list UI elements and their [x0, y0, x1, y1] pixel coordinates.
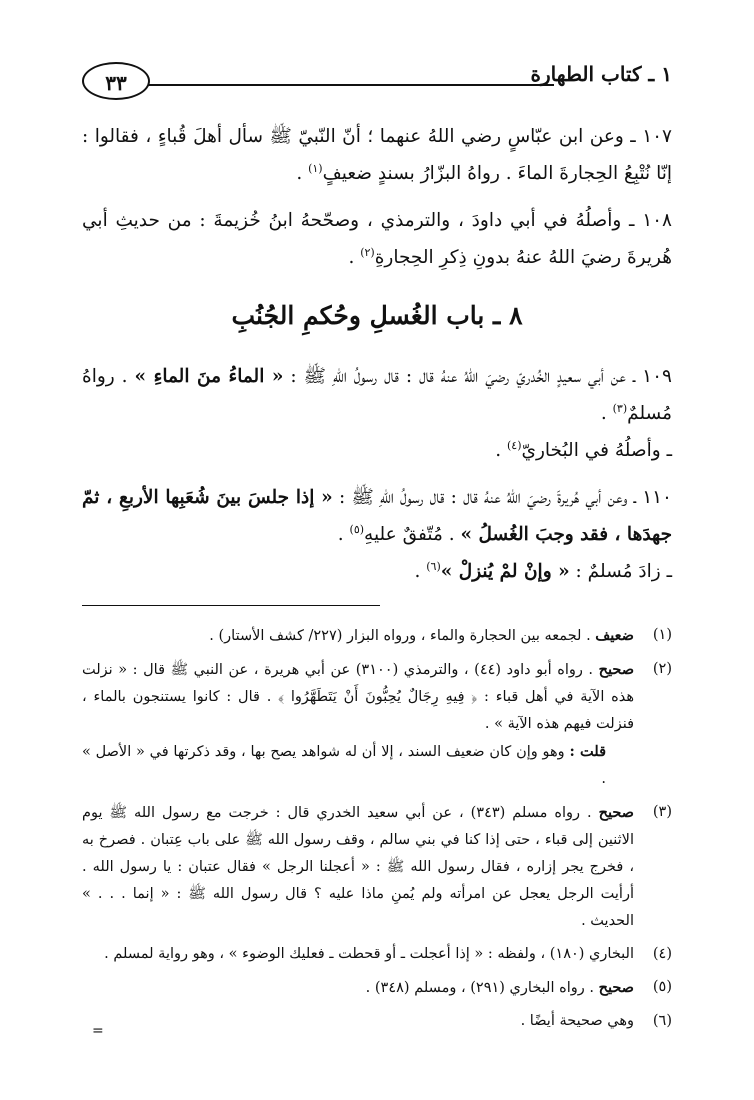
hadith-107: ١٠٧ ـ وعن ابن عبّاسٍ رضي اللهُ عنهما ؛ أنّ النّبيّ ﷺ سأل أهلَ قُباءٍ ، فقالوا : إنّا نُتْبِعُ الحِجارةَ الماءَ . رواهُ البزّارُ بسندٍ ضعيفٍ$^{(١)}$ .: [82, 126, 672, 184]
hadith-quote: « الماءُ منَ الماءِ »: [134, 366, 284, 387]
chapter-title: ١ ـ كتاب الطهارة: [530, 62, 672, 86]
page-header: [82, 58, 672, 106]
grade-label: صحيح: [598, 661, 635, 678]
footnote-number: (٥): [652, 979, 672, 995]
footnote-text: . لجمعه بين الحجارة والماء ، ورواه البزار (٢٢٧/ كشف الأستار) .: [209, 628, 591, 644]
footnote-text: وهو وإن كان ضعيف السند ، إلا أن له شواهد يصح بها ، وقد ذكرتها في « الأصل » .: [82, 744, 606, 787]
footnote-number: (٦): [652, 1013, 672, 1029]
hadith-110-addendum: ـ زادَ مُسلمٌ : « وإنْ لمْ يُنزلْ »$^{(٦)}$ .: [414, 559, 672, 582]
footnote-ref[interactable]: (٣): [612, 401, 628, 415]
footnote-number: (٢): [652, 661, 672, 677]
footnote-separator: [82, 605, 380, 606]
footnote-ref[interactable]: (١): [308, 161, 323, 175]
footnote-text: . رواه البخاري (٢٩١) ، ومسلم (٣٤٨) .: [365, 980, 594, 996]
footnote-ref[interactable]: (٦): [426, 559, 441, 573]
footnote-5: [82, 974, 672, 1002]
footnote-1: [82, 622, 672, 650]
footnote-text: . رواه مسلم (٣٤٣) ، عن أبي سعيد الخدري قال : خرجت مع رسول الله ﷺ يوم الاثنين إلى قباء ، حتى إذا كنا في بني سالم ، وقف رسول الله ﷺ على باب عِتبان . فصرخ به ، فخرج يجر إزاره ، فقال رسول الله ﷺ : « أعجلنا الرجل » فقال عتبان : يا رسول الله . أرأيت الرجل يعجل عن امرأته ولم يُمنِ ماذا عليه ؟ قال رسول الله ﷺ : « إنما . . . » الحديث .: [82, 805, 634, 929]
footnote-text: البخاري (١٨٠) ، ولفظه : « إذا أعجلت ـ أو قحطت ـ فعليك الوضوء » ، وهو رواية لمسلم .: [104, 946, 634, 962]
footnote-ref[interactable]: (٤): [506, 438, 522, 452]
footnote-number: (١): [652, 627, 672, 643]
header-rule: [148, 84, 554, 86]
grade-label: ضعيف: [595, 627, 634, 644]
footnote-ref[interactable]: (٢): [360, 245, 375, 259]
footnote-number: (٣): [652, 804, 672, 820]
hadith-quote: « وإنْ لمْ يُنزلْ »: [440, 561, 570, 582]
footnotes: [82, 622, 672, 1041]
main-text: [82, 118, 672, 590]
hadith-source: . رواهُ مُسلمٌ: [82, 366, 672, 424]
grade-label: صحيح: [598, 979, 634, 996]
page-number: ٣٣: [82, 62, 150, 100]
note-label: قلت :: [569, 743, 607, 760]
grade-label: صحيح: [598, 804, 634, 821]
end-mark: =: [92, 1023, 104, 1039]
footnote-6: [82, 1008, 672, 1035]
hadith-110: ١١٠ ـ وعن أبي هُريرةَ رضيَ اللهُ عنهُ قال : قال رسولُ اللهِ ﷺ : « إذا جلسَ بينَ شُعَبِها الأربعِ ، ثمّ جهدَها ، فقد وجبَ الغُسلُ » . مُتّفقٌ عليهِ$^{(٥)}$ .: [82, 487, 672, 545]
hadith-text: ١٠٧ ـ وعن ابن عبّاسٍ رضي اللهُ عنهما ؛ أنّ النّبيّ ﷺ سأل أهلَ قُباءٍ ، فقالوا : إنّا نُتْبِعُ الحِجارةَ الماءَ . رواهُ البزّارُ بسندٍ ضعيفٍ: [82, 126, 672, 184]
hadith-text: ١٠٨ ـ وأصلُهُ في أبي داودَ ، والترمذي ، وصحّحهُ ابنُ خُزيمةَ : من حديثِ أبي هُريرةَ رضيَ اللهُ عنهُ بدونِ ذِكرِ الحِجارةِ: [82, 210, 672, 268]
hadith-text: ١٠٩ ـ عن أبي سعيدٍ الخُدريّ رضيَ اللهُ عنهُ قال : قال رسولُ اللهِ ﷺ :: [290, 366, 672, 387]
hadith-108: ١٠٨ ـ وأصلُهُ في أبي داودَ ، والترمذي ، وصحّحهُ ابنُ خُزيمةَ : من حديثِ أبي هُريرةَ رضيَ اللهُ عنهُ بدونِ ذِكرِ الحِجارةِ$^{(٢)}$ .: [82, 210, 672, 268]
hadith-source: . مُتّفقٌ عليهِ: [364, 524, 455, 545]
footnote-text: . رواه أبو داود (٤٤) ، والترمذي (٣١٠٠) عن أبي هريرة ، عن النبي ﷺ قال : « نزلت هذه الآية في أهل قباء : ﴿ فِيهِ رِجَالٌ يُحِبُّونَ أَنْ يَتَطَهَّرُوا ﴾ . قال : كانوا يستنجون بالماء ، فنزلت فيهم هذه الآية » .: [82, 662, 634, 732]
footnote-3: [82, 799, 672, 935]
footnote-text: وهي صحيحة أيضًا .: [520, 1013, 634, 1029]
footnote-ref[interactable]: (٥): [349, 522, 365, 536]
footnote-4: [82, 941, 672, 968]
chapter-heading: ٨ ـ باب الغُسلِ وحُكمِ الجُنُبِ: [231, 301, 523, 330]
hadith-109-addendum: ـ وأصلُهُ في البُخاريّ$^{(٤)}$ .: [495, 438, 672, 461]
hadith-text: ـ زادَ مُسلمٌ :: [575, 561, 672, 582]
hadith-quote: « إذا جلسَ بينَ شُعَبِها الأربعِ ، ثمّ جهدَها ، فقد وجبَ الغُسلُ »: [82, 487, 672, 545]
hadith-text: ـ وأصلُهُ في البُخاريّ: [521, 440, 672, 461]
hadith-109: ١٠٩ ـ عن أبي سعيدٍ الخُدريّ رضيَ اللهُ عنهُ قال : قال رسولُ اللهِ ﷺ : « الماءُ منَ الماءِ » . رواهُ مُسلمٌ$^{(٣)}$ .: [82, 366, 672, 424]
hadith-text: ١١٠ ـ وعن أبي هُريرةَ رضيَ اللهُ عنهُ قال : قال رسولُ اللهِ ﷺ :: [338, 487, 672, 508]
footnote-2: [82, 656, 672, 793]
footnote-number: (٤): [652, 946, 672, 962]
